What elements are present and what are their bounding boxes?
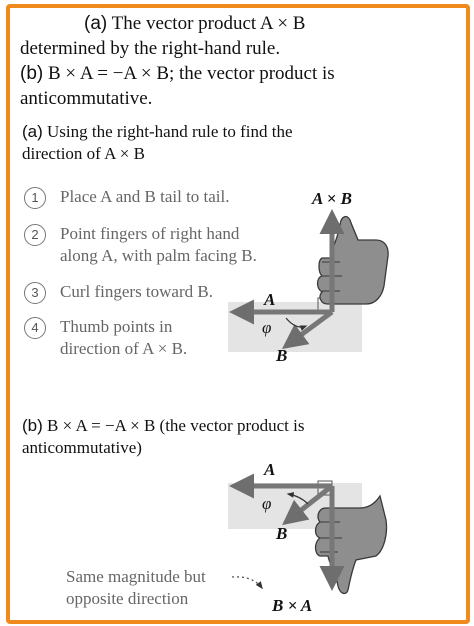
label-b-b: B <box>276 524 288 543</box>
label-b: B <box>276 346 288 365</box>
part-a-title-line-1 <box>22 121 293 142</box>
note-pointer <box>232 577 262 588</box>
part-a-title-text: Using the right-hand rule to find the <box>47 122 293 141</box>
step-2-number: 2 <box>24 224 46 246</box>
label-a: A <box>264 290 276 309</box>
label-phi-b: φ <box>262 494 272 513</box>
step-4-text-line-2: direction of A × B. <box>60 339 188 358</box>
part-b-title-line-1 <box>22 415 304 436</box>
part-b-title-line-2: anticommutative) <box>22 438 142 457</box>
step-4-text-line-1: Thumb points in <box>60 317 173 336</box>
step-1-text: Place A and B tail to tail. <box>60 187 230 206</box>
note-line-2: opposite direction <box>66 589 189 608</box>
right-hand-thumbs-down-icon <box>316 496 387 593</box>
label-phi-a: φ <box>262 318 272 337</box>
label-bxa: B × A <box>272 596 313 615</box>
header-line-3 <box>20 63 335 85</box>
label-a-b: A <box>264 460 276 479</box>
header-line-2: determined by the right-hand rule. <box>20 38 281 59</box>
header-prefix-a: (a) <box>84 13 108 34</box>
note-line-1: Same magnitude but <box>66 567 206 586</box>
step-2-text-line-1: Point fingers of right hand <box>60 224 240 243</box>
part-b-label: (b) <box>22 416 43 435</box>
header-text-b: B × A = −A × B; the vector product is <box>47 63 335 84</box>
part-b-title-text: B × A = −A × B (the vector product is <box>47 416 305 435</box>
right-hand-thumbs-up-icon <box>318 217 389 304</box>
header-line-4: anticommutative. <box>20 88 153 109</box>
step-3-number: 3 <box>24 282 46 304</box>
part-a-label: (a) <box>22 122 43 141</box>
header-text-a: The vector product A × B <box>111 13 306 34</box>
part-a-title-line-2: direction of A × B <box>22 144 145 163</box>
label-axb: A × B <box>312 189 352 208</box>
step-1-number: 1 <box>24 187 46 209</box>
step-3-text: Curl fingers toward B. <box>60 282 213 301</box>
step-4-number: 4 <box>24 317 46 339</box>
step-2-text-line-2: along A, with palm facing B. <box>60 246 257 265</box>
header-line-1 <box>84 13 305 35</box>
header-prefix-b: (b) <box>20 63 44 84</box>
